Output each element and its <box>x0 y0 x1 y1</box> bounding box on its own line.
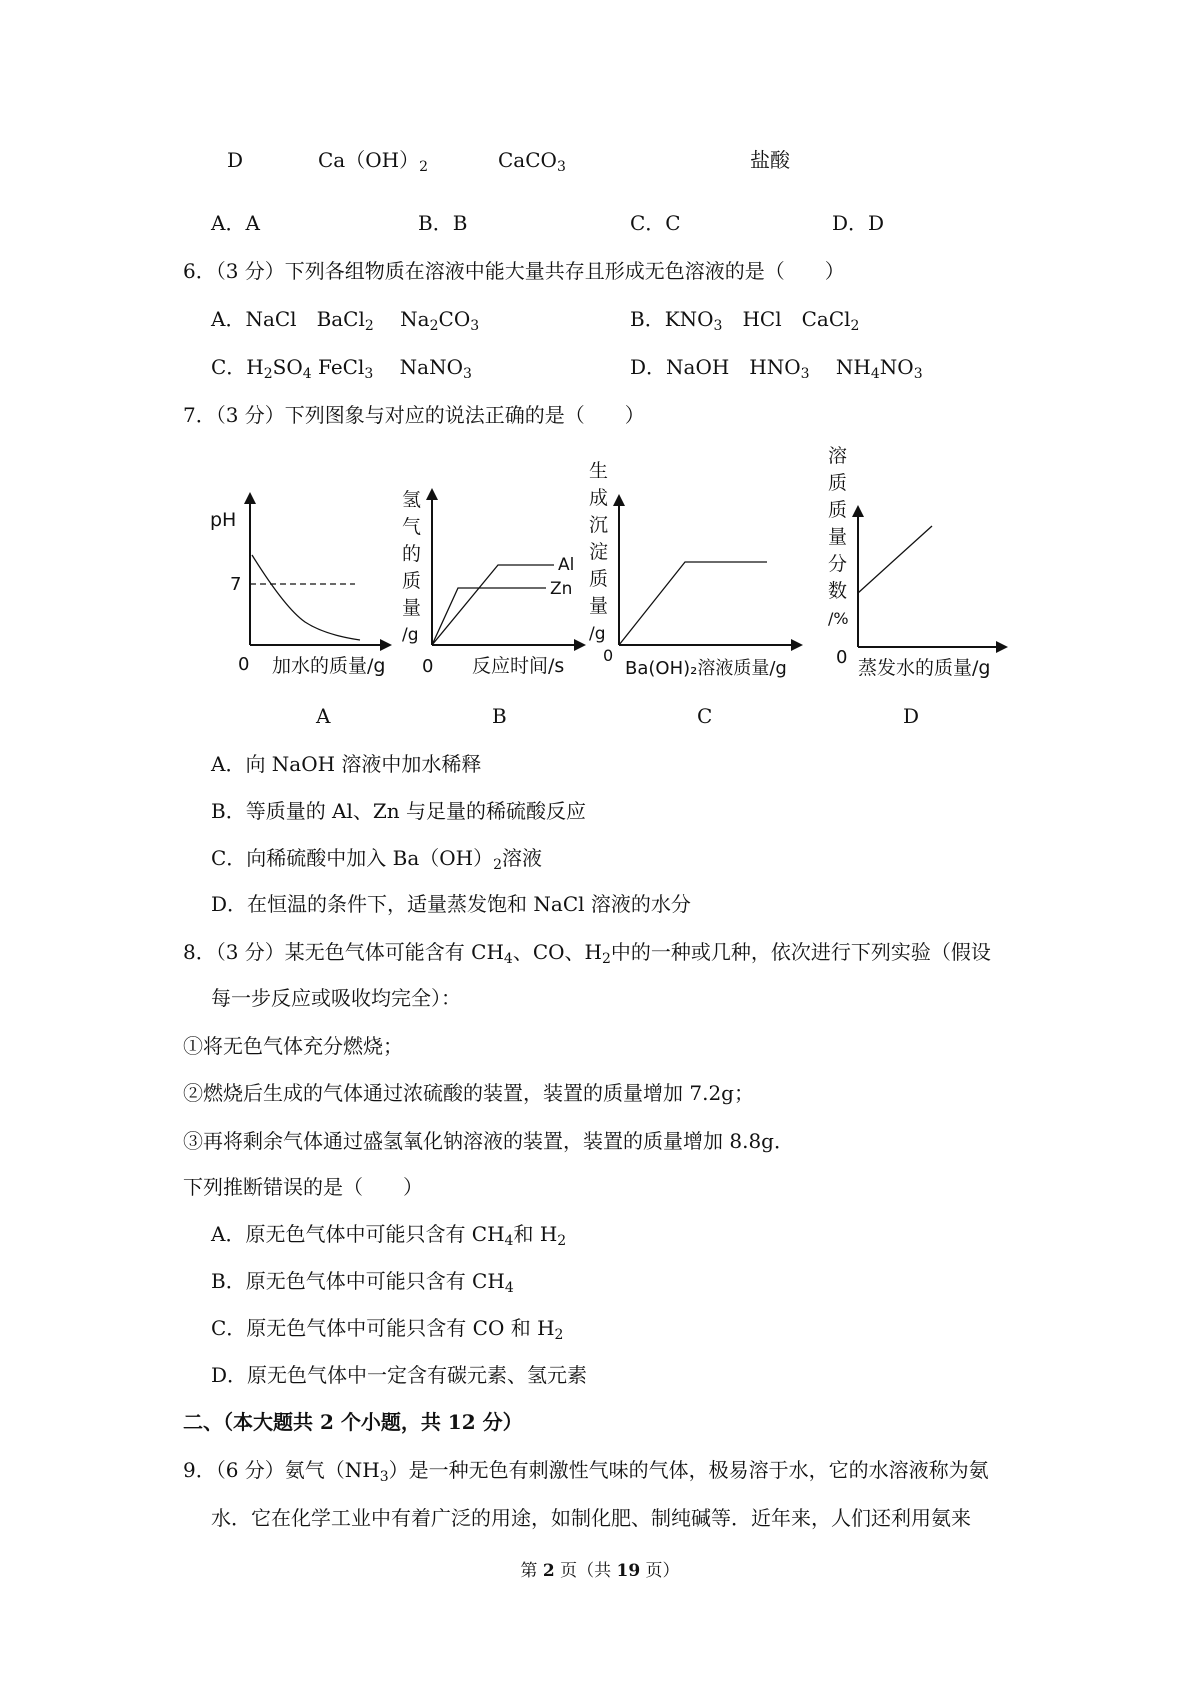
graph-c-xlabel: Ba(OH)₂溶液质量/g <box>625 658 787 679</box>
q6-a-s1: 2 <box>364 318 374 334</box>
graph-c-ylabel-5: 量 <box>589 595 609 617</box>
section-2-heading: 二、（本大题共 2 个小题，共 12 分） <box>183 1410 523 1434</box>
q5-row-d-acid: 盐酸 <box>750 148 790 172</box>
graph-d-fraction-line <box>858 526 932 593</box>
graph-a-x-arrow <box>380 639 392 651</box>
q9-line1-p2: ）是一种无色有刺激性气味的气体，极易溶于水，它的水溶液称为氨 <box>388 1458 989 1482</box>
graph-c-ylabel-2: 沉 <box>589 514 609 536</box>
graph-b-ylabel-3: 质 <box>402 570 422 592</box>
q8-b-p1: B．原无色气体中可能只含有 CH <box>211 1269 505 1293</box>
q8-stem1-s2: 2 <box>601 951 611 967</box>
q5-row-d-substance-sub: 3 <box>556 159 566 175</box>
graph-b-svg <box>398 460 598 700</box>
graph-b-al-label: Al <box>558 555 575 575</box>
q6-a-p2: Na <box>373 307 430 331</box>
graph-d-ylabel-4: 分 <box>828 553 848 575</box>
graph-c-y-arrow <box>613 494 625 506</box>
q7-option-d: D．在恒温的条件下，适量蒸发饱和 NaCl 溶液的水分 <box>211 892 691 916</box>
graph-d-caption: D <box>903 704 920 728</box>
q5-row-d-reagent <box>318 146 428 174</box>
q7-c-s1: 2 <box>493 857 503 873</box>
q6-b-p1: B．KNO <box>630 307 714 331</box>
q6-c-s4: 3 <box>463 366 472 382</box>
q8-step-2: ②燃烧后生成的气体通过浓硫酸的装置，装置的质量增加 7.2g； <box>183 1081 754 1105</box>
footer-total-pages: 19 <box>616 1561 641 1581</box>
q6-c-s3: 3 <box>364 366 374 382</box>
graph-a-y-arrow <box>244 492 256 504</box>
graph-a-origin: 0 <box>238 654 250 675</box>
graph-a-caption: A <box>316 704 331 728</box>
q5-option-b: B．B <box>418 211 468 235</box>
graph-a-xlabel: 加水的质量/g <box>272 655 386 677</box>
q6-b-s1: 3 <box>713 318 723 334</box>
graph-d-ylabel-2: 质 <box>828 499 848 521</box>
q7-option-b: B．等质量的 Al、Zn 与足量的稀硫酸反应 <box>211 799 587 823</box>
graph-d-xlabel: 蒸发水的质量/g <box>858 657 991 679</box>
graph-c-ylabel-4: 质 <box>589 568 609 590</box>
graph-d-ylabel-1: 质 <box>828 472 848 494</box>
page-footer <box>0 1556 1200 1581</box>
q8-ask: 下列推断错误的是（ ） <box>183 1175 423 1199</box>
footer-p1: 第 <box>520 1561 543 1581</box>
q7-option-a: A．向 NaOH 溶液中加水稀释 <box>211 752 482 776</box>
q8-stem1-p3: 中的一种或几种，依次进行下列实验（假设 <box>610 940 991 964</box>
q6-a-p3: CO <box>438 307 471 331</box>
graph-a-tick-7: 7 <box>230 574 242 595</box>
q5-row-d-substance <box>498 146 566 174</box>
graph-b-ylabel-0: 氢 <box>402 489 422 511</box>
q8-a-s2: 2 <box>557 1233 567 1249</box>
q5-row-d-label: D <box>227 148 244 172</box>
graph-d-x-arrow <box>996 641 1008 653</box>
graph-d-origin: 0 <box>836 647 848 668</box>
q6-d-s3: 3 <box>913 366 923 382</box>
graph-a <box>200 490 400 700</box>
q5-option-c: C．C <box>630 211 681 235</box>
q6-c-p3: FeCl <box>311 355 365 379</box>
graph-d-ylabel-0: 溶 <box>828 445 848 467</box>
q8-a-s1: 4 <box>504 1233 514 1249</box>
q5-row-d-substance-text: CaCO <box>498 148 557 172</box>
q8-stem1-p1: 8．（3 分）某无色气体可能含有 CH <box>183 940 504 964</box>
q6-stem: 6．（3 分）下列各组物质在溶液中能大量共存且形成无色溶液的是（ ） <box>183 259 845 283</box>
q8-c-s1: 2 <box>554 1327 564 1343</box>
q6-d-p3: NO <box>879 355 914 379</box>
graph-b-ylabel-4: 量 <box>402 597 422 619</box>
q8-c-p1: C．原无色气体中可能只含有 CO 和 H <box>211 1316 555 1340</box>
footer-p2: 页（共 <box>554 1561 617 1581</box>
graph-c-ylabel-1: 成 <box>589 487 609 509</box>
graph-d-yunit: /% <box>828 609 849 628</box>
q6-c-s2: 4 <box>302 366 312 382</box>
q6-option-a <box>211 305 479 333</box>
q6-d-s1: 3 <box>800 366 810 382</box>
graph-c-svg <box>585 455 825 700</box>
q6-c-p4: NaNO <box>373 355 463 379</box>
footer-p3: 页） <box>640 1561 680 1581</box>
graph-b-origin: 0 <box>422 656 434 677</box>
q6-b-p2: HCl CaCl <box>722 307 851 331</box>
graph-b-yunit: /g <box>402 625 419 645</box>
graph-c-origin: 0 <box>603 646 614 665</box>
graph-b-ylabel-1: 气 <box>402 516 422 538</box>
graph-d-svg <box>820 440 1020 700</box>
graph-d-ylabel-5: 数 <box>828 580 848 602</box>
q8-step-3: ③再将剩余气体通过盛氢氧化钠溶液的装置，装置的质量增加 8.8g． <box>183 1129 794 1153</box>
footer-page-number: 2 <box>542 1561 555 1581</box>
graph-c-ylabel-3: 淀 <box>589 541 609 563</box>
q9-line1 <box>183 1456 989 1484</box>
graph-b-caption: B <box>492 704 507 728</box>
q8-option-b <box>211 1267 514 1295</box>
graph-b-xlabel: 反应时间/s <box>472 655 565 677</box>
q8-option-c <box>211 1314 563 1342</box>
q5-row-d-reagent-text: Ca（OH） <box>318 148 420 172</box>
q8-a-p1: A．原无色气体中可能只含有 CH <box>211 1222 505 1246</box>
q8-a-p2: 和 H <box>513 1222 558 1246</box>
graph-c-ylabel-0: 生 <box>589 460 609 482</box>
q8-stem1-p2: 、CO、H <box>512 940 602 964</box>
graph-a-curve <box>252 555 360 640</box>
q8-stem-line1 <box>183 938 991 966</box>
q7-stem: 7．（3 分）下列图象与对应的说法正确的是（ ） <box>183 403 645 427</box>
graph-a-svg <box>200 490 400 700</box>
q6-b-s2: 2 <box>850 318 860 334</box>
q7-option-c <box>211 844 542 872</box>
graph-c-yunit: /g <box>589 624 606 644</box>
q6-c-s1: 2 <box>263 366 273 382</box>
q5-option-d: D．D <box>832 211 885 235</box>
q6-d-p1: D．NaOH HNO <box>630 355 801 379</box>
graph-d-ylabel-3: 量 <box>828 526 848 548</box>
graph-c <box>585 455 825 700</box>
graph-b-zn-label: Zn <box>550 579 573 599</box>
q6-d-s2: 4 <box>870 366 880 382</box>
graph-b-zn-line <box>432 588 546 645</box>
graph-b-y-arrow <box>426 488 438 500</box>
q6-a-s2: 2 <box>429 318 439 334</box>
q5-row-d-reagent-sub: 2 <box>419 159 428 175</box>
q6-c-p2: SO <box>272 355 303 379</box>
graph-d-y-arrow <box>852 505 864 517</box>
q8-step-1: ①将无色气体充分燃烧； <box>183 1034 403 1058</box>
graph-c-x-arrow <box>791 639 803 651</box>
q5-option-a: A．A <box>211 211 260 235</box>
graph-b <box>398 460 598 700</box>
q6-a-p1: A．NaCl BaCl <box>211 307 365 331</box>
q8-option-d: D．原无色气体中一定含有碳元素、氢元素 <box>211 1363 588 1387</box>
graph-c-precipitate-line <box>619 562 767 645</box>
q8-b-s1: 4 <box>504 1280 514 1296</box>
graph-d <box>820 440 1020 700</box>
q6-option-c <box>211 353 472 381</box>
q6-a-s3: 3 <box>470 318 480 334</box>
q9-line2: 水．它在化学工业中有着广泛的用途，如制化肥、制纯碱等．近年来，人们还利用氨来 <box>211 1506 971 1530</box>
q7-c-p1: C．向稀硫酸中加入 Ba（OH） <box>211 846 494 870</box>
q8-option-a <box>211 1220 566 1248</box>
q8-stem1-s1: 4 <box>503 951 513 967</box>
graph-a-ylabel: pH <box>210 509 237 531</box>
q6-c-p1: C．H <box>211 355 264 379</box>
q8-stem-line2: 每一步反应或吸收均完全）： <box>211 986 461 1010</box>
q6-d-p2: NH <box>809 355 871 379</box>
q7-c-p2: 溶液 <box>502 846 543 870</box>
q6-option-d <box>630 353 923 381</box>
q9-line1-p1: 9．（6 分）氨气（NH <box>183 1458 380 1482</box>
graph-c-caption: C <box>697 704 713 728</box>
graph-b-ylabel-2: 的 <box>402 543 422 565</box>
q6-option-b <box>630 305 859 333</box>
q9-line1-sub: 3 <box>379 1469 389 1485</box>
